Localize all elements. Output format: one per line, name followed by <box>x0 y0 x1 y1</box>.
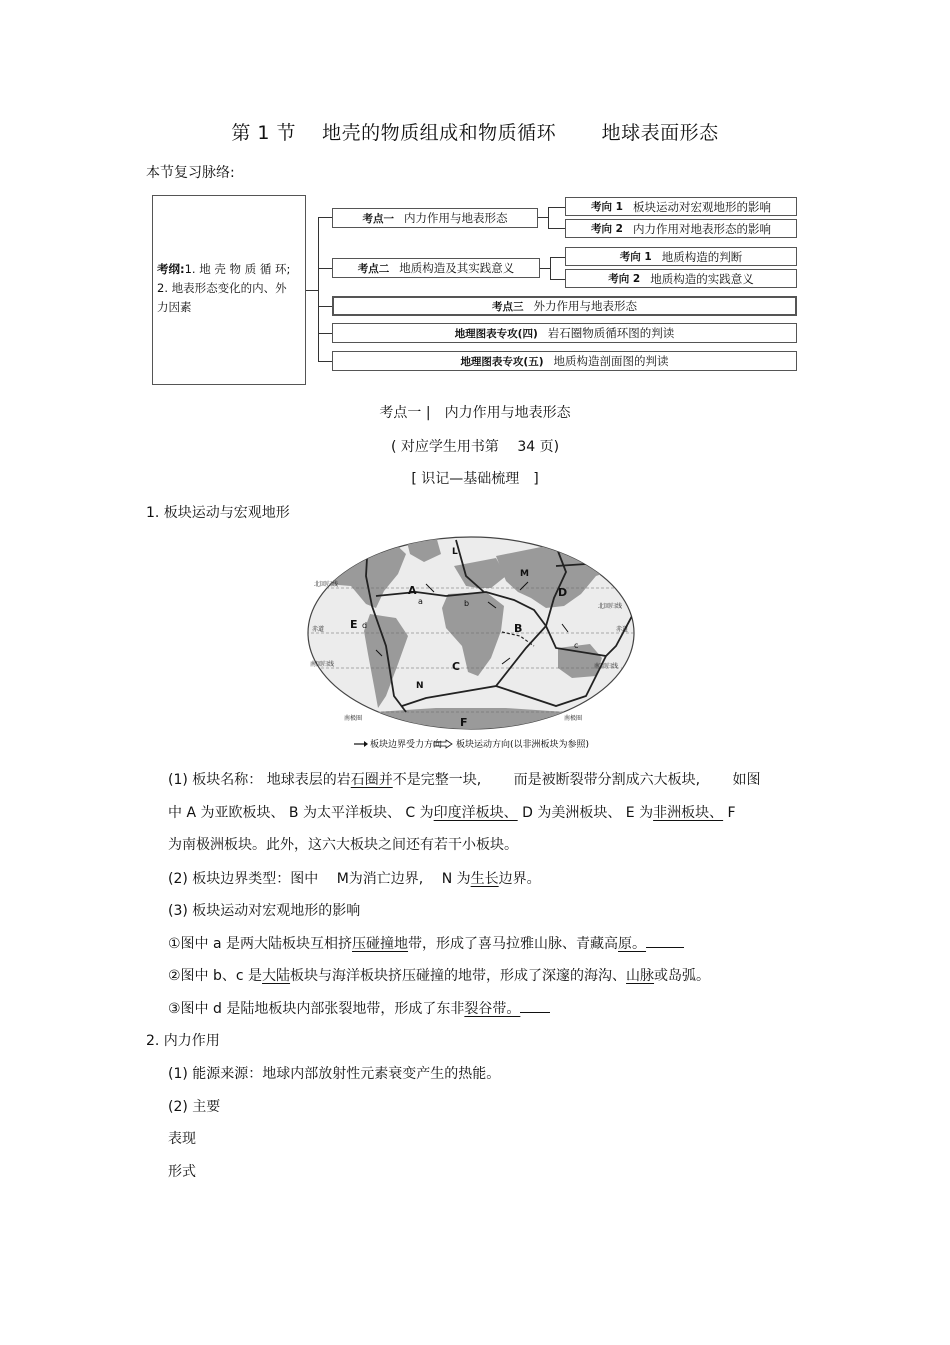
lat-label: 南极圈 <box>564 715 583 722</box>
boundary-label-m: M <box>520 569 529 579</box>
text-run: 或岛弧。 <box>654 968 711 984</box>
point-text: 岩石圈物质循环图的判读 <box>547 326 675 340</box>
connector <box>318 217 319 361</box>
text-run: (2) 板块边界类型：图中 M为消亡边界, N 为 <box>168 871 471 887</box>
text-run: 板块与海洋板块挤压碰撞的地带，形成了深邃的海沟、 <box>290 968 627 984</box>
outline-point-3 <box>332 296 797 316</box>
p2-line <box>168 868 541 888</box>
connector <box>538 217 548 218</box>
connector <box>550 257 551 279</box>
syllabus-text: 1. 地 壳 物 质 循 环; 2. 地表形态变化的内、外 力因素 <box>157 262 291 314</box>
connector <box>550 257 565 258</box>
item-1-heading: 1. 板块运动与宏观地形 <box>146 505 290 521</box>
legend-boundary: 板块边界受力方向 <box>370 740 443 750</box>
plate-label-a: A <box>408 584 417 597</box>
p1-line-1 <box>168 769 761 789</box>
text-run: ①图中 a 是两大陆板块互相挤 <box>168 936 353 952</box>
boundary-label-n: N <box>416 681 424 691</box>
syllabus-label: 考纲: <box>157 262 185 276</box>
lat-label: 北回归线 <box>314 581 339 588</box>
connector <box>318 333 332 334</box>
outline-syllabus-box <box>152 195 306 385</box>
answer-underline: 原。 <box>618 936 647 952</box>
marker-b: b <box>464 599 470 608</box>
connector <box>306 290 318 291</box>
answer-underline: 压碰撞地 <box>352 936 409 952</box>
connector <box>318 361 332 362</box>
plate-label-b: B <box>514 622 523 635</box>
outline-sub-2-2 <box>565 269 797 288</box>
text-run: 中 A 为亚欧板块、 B 为太平洋板块、 C 为 <box>168 805 434 821</box>
text-run: 带，形成了喜马拉雅山脉、青藏高 <box>408 936 619 952</box>
section-ref: ( 对应学生用书第 34 页) <box>390 439 560 455</box>
marker-d: d <box>362 621 368 630</box>
item-2-p2: (2) 主要 <box>168 1099 221 1115</box>
point-text: 地质构造剖面图的判读 <box>553 354 669 368</box>
point-tag: 地理图表专攻(四) <box>454 327 538 340</box>
circle-2-line <box>168 965 710 985</box>
point-tag: 考点二 <box>357 262 390 275</box>
sub-text: 地质构造的判断 <box>661 249 743 264</box>
answer-underline: 山脉 <box>626 968 655 984</box>
label-l: L <box>452 547 458 557</box>
circle-3-line <box>168 998 550 1018</box>
text-run: ②图中 b、c 是 <box>168 968 263 984</box>
section-label: [ 识记—基础梳理 ] <box>411 471 539 487</box>
sub-text: 内力作用对地表形态的影响 <box>632 221 771 236</box>
lat-label: 南回归线 <box>594 663 619 670</box>
plate-label-f: F <box>460 716 468 729</box>
marker-a: a <box>418 597 423 606</box>
connector <box>550 279 565 280</box>
answer-underline: 石圈并 <box>350 772 393 788</box>
lat-label: 赤道 <box>616 626 629 633</box>
plate-label-d: D <box>558 586 568 599</box>
sub-tag: 考向 2 <box>608 273 641 285</box>
item-2-p1: (1) 能源来源：地球内部放射性元素衰变产生的热能。 <box>168 1066 501 1082</box>
intro-label: 本节复习脉络: <box>146 165 235 181</box>
item-2-heading: 2. 内力作用 <box>146 1033 220 1049</box>
text-run: (1) 板块名称： 地球表层的岩 <box>168 772 351 788</box>
outline-chart-5 <box>332 351 797 371</box>
p3-line: (3) 板块运动对宏观地形的影响 <box>168 903 361 919</box>
answer-underline: 裂谷带。 <box>464 1001 521 1017</box>
page-title: 第 1 节 地壳的物质组成和物质循环 地球表面形态 <box>231 122 719 144</box>
answer-underline: 印度洋板块、 <box>433 805 518 821</box>
text-run: F <box>723 805 736 821</box>
connector <box>318 268 332 269</box>
text-run: 不是完整一块, 而是被断裂带分割成六大板块, 如图 <box>392 772 761 788</box>
plate-map-figure <box>306 536 636 752</box>
p1-line-2 <box>168 802 736 822</box>
sub-tag: 考向 1 <box>619 251 652 263</box>
text-run: ③图中 d 是陆地板块内部张裂地带，形成了东非 <box>168 1001 465 1017</box>
lat-label: 南回归线 <box>310 661 335 668</box>
map-legend <box>354 738 589 750</box>
point-text: 地质构造及其实践意义 <box>399 261 515 275</box>
marker-c: c <box>574 641 579 650</box>
point-tag: 考点三 <box>492 300 524 313</box>
connector <box>540 268 550 269</box>
outline-chart-4 <box>332 323 797 343</box>
item-2-p3: 表现 <box>168 1131 196 1147</box>
sub-tag: 考向 2 <box>591 223 623 235</box>
text-run: D 为美洲板块、 E 为 <box>517 805 654 821</box>
legend-motion: 板块运动方向(以非洲板块为参照) <box>456 740 590 750</box>
point-text: 外力作用与地表形态 <box>533 299 637 313</box>
point-tag: 地理图表专攻(五) <box>460 355 544 368</box>
answer-underline: 非洲板块、 <box>653 805 724 821</box>
lat-label: 南极圈 <box>344 715 363 722</box>
answer-underline: 大陆 <box>262 968 291 984</box>
blank-line <box>520 998 550 1013</box>
p1-line-3: 为南极洲板块。此外，这六大板块之间还有若干小板块。 <box>168 837 518 853</box>
lat-label: 赤道 <box>312 626 325 633</box>
section-heading: 考点一 | 内力作用与地表形态 <box>379 405 571 421</box>
sub-text: 板块运动对宏观地形的影响 <box>632 199 771 214</box>
text-run: 边界。 <box>498 871 541 887</box>
plate-label-c: C <box>452 660 461 673</box>
plate-label-e: E <box>350 618 358 631</box>
point-text: 内力作用与地表形态 <box>404 211 508 225</box>
lat-label: 北回归线 <box>598 603 623 610</box>
connector <box>318 306 332 307</box>
connector <box>548 207 549 228</box>
sub-tag: 考向 1 <box>591 201 623 213</box>
outline-point-2 <box>332 258 540 278</box>
connector <box>318 217 332 218</box>
sub-text: 地质构造的实践意义 <box>650 271 754 286</box>
outline-sub-2-1 <box>565 247 797 266</box>
point-tag: 考点一 <box>362 212 394 225</box>
blank-line <box>646 933 684 948</box>
outline-point-1 <box>332 208 538 228</box>
item-2-p4: 形式 <box>168 1164 196 1180</box>
outline-sub-1-2 <box>565 219 797 238</box>
connector <box>548 207 565 208</box>
circle-1-line <box>168 933 684 953</box>
connector <box>548 228 565 229</box>
outline-sub-1-1 <box>565 197 797 216</box>
answer-underline: 生长 <box>470 871 499 887</box>
